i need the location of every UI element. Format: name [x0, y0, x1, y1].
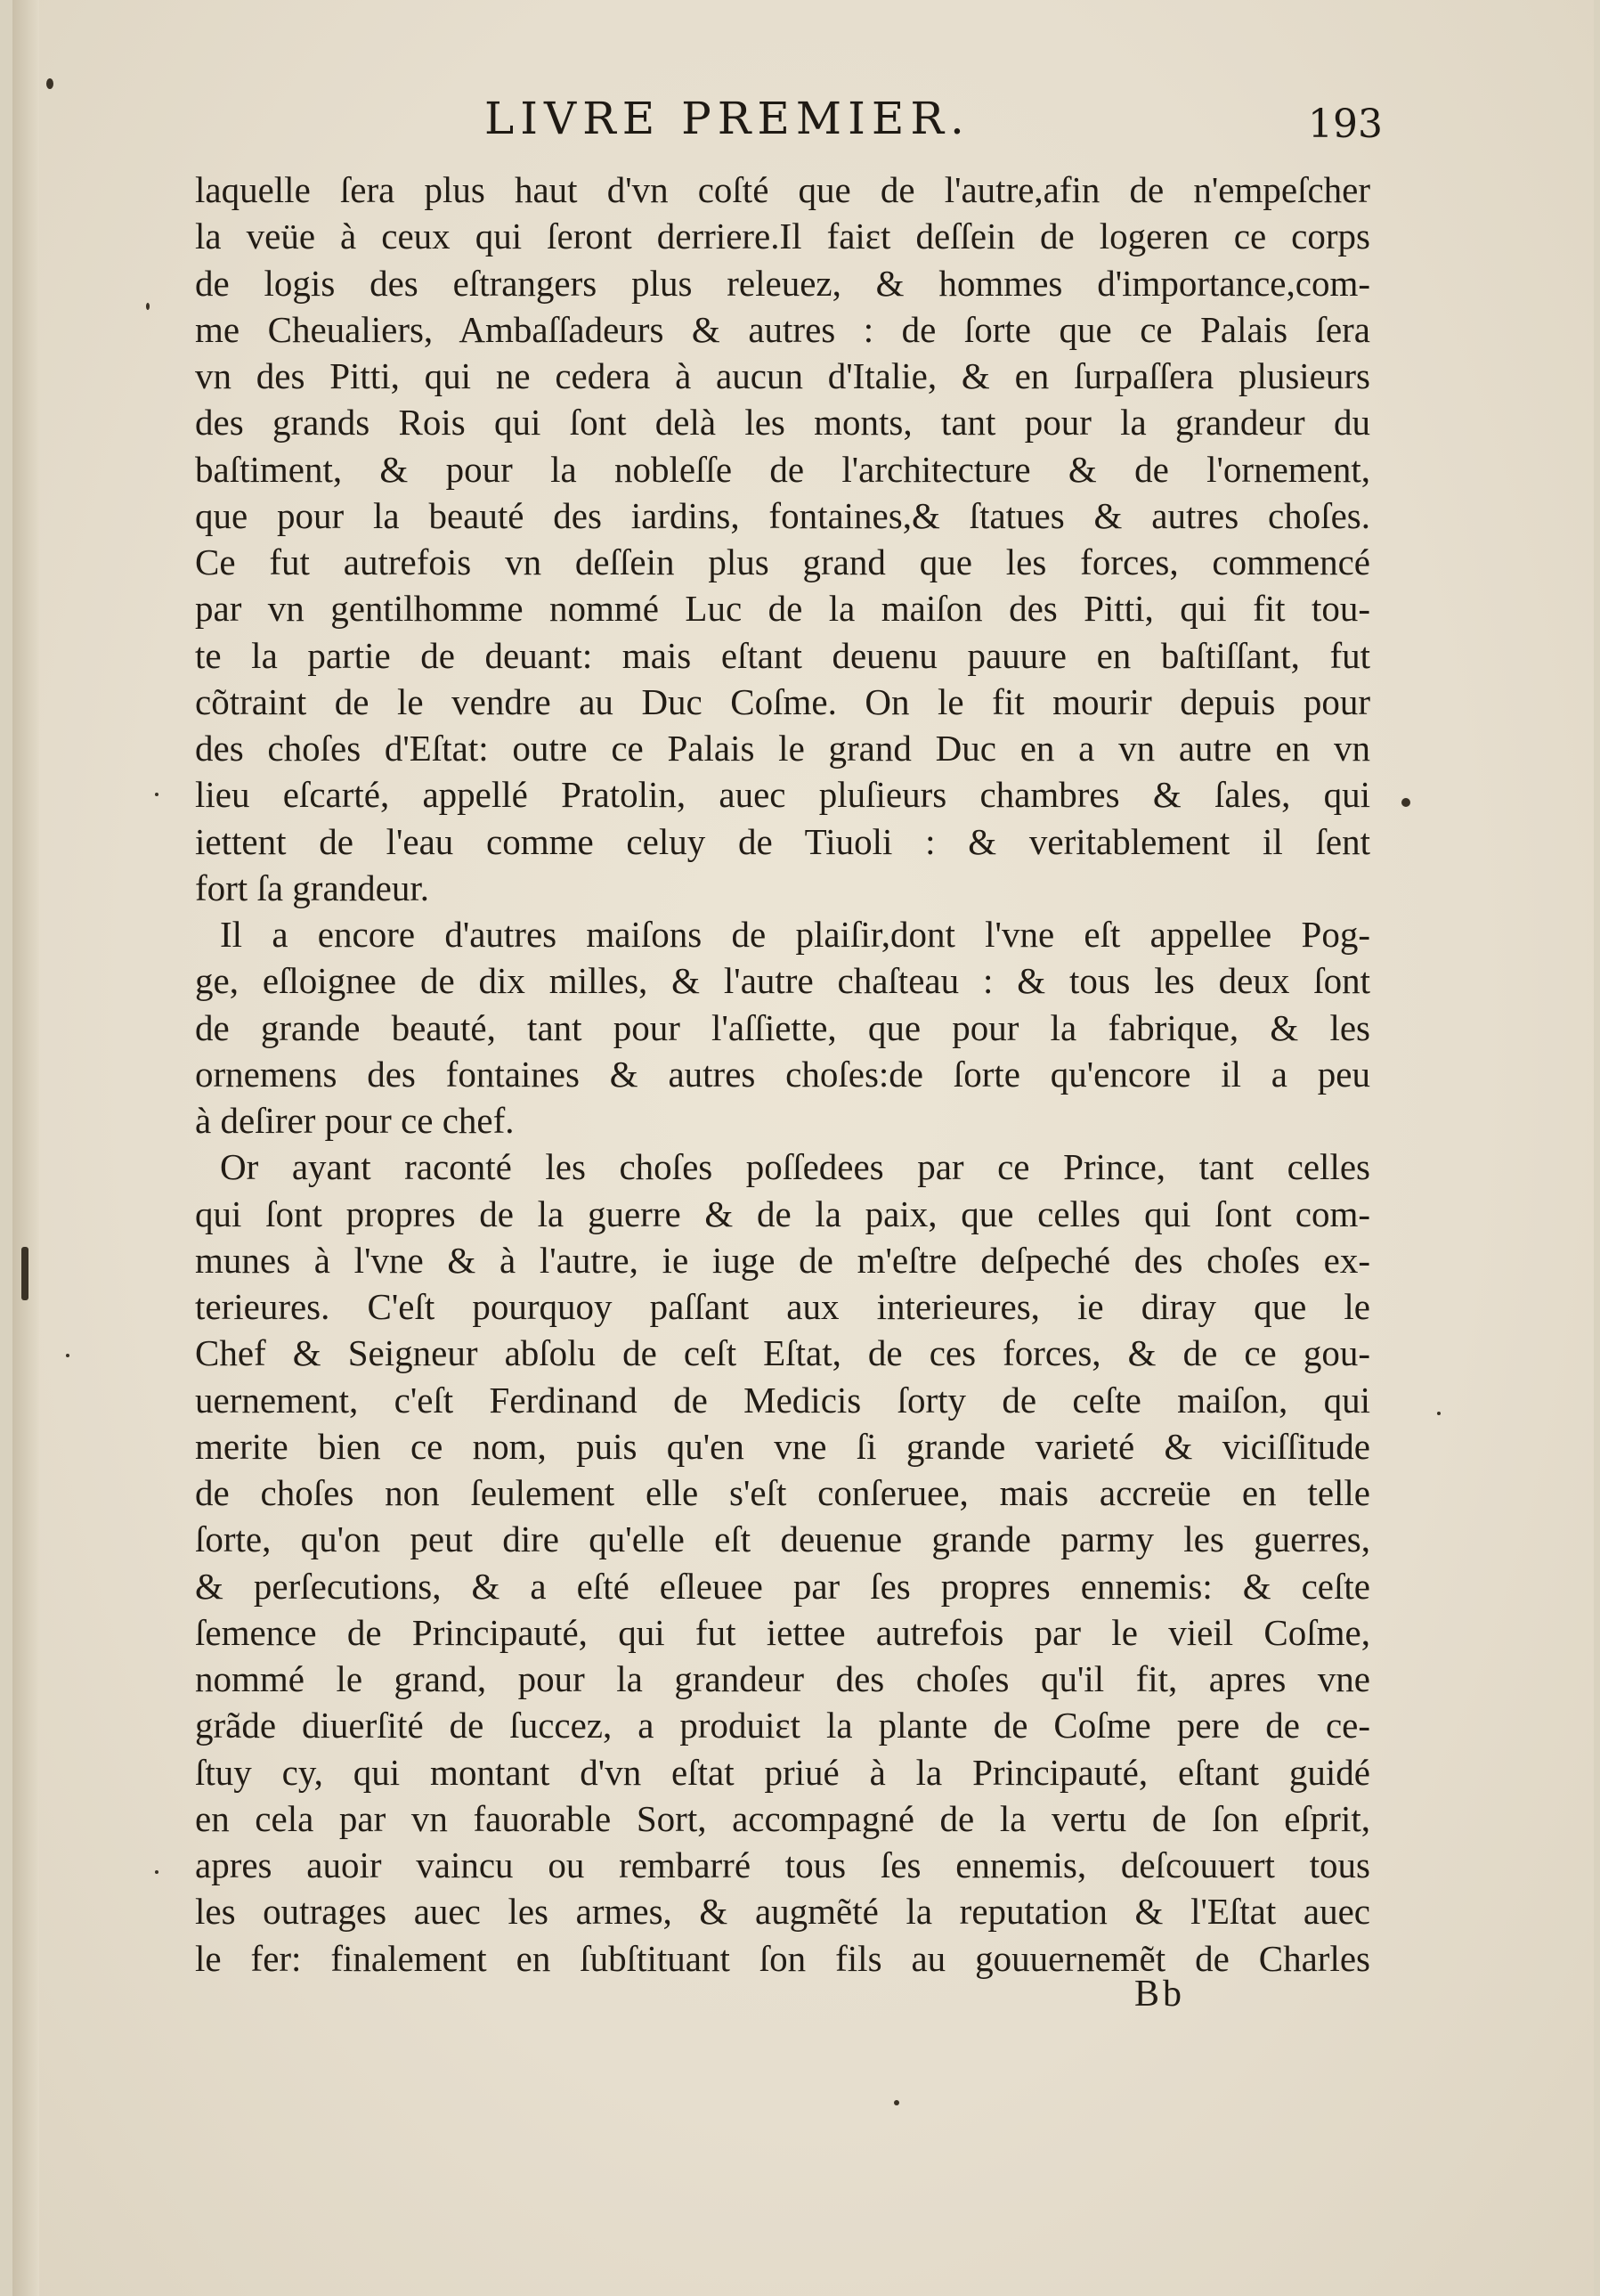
body-text: [195, 167, 1370, 1982]
text-line: Ce fut autrefois vn deſſein plus grand que les forces, commencé: [195, 541, 1370, 582]
text-line: des choſes d'Eſtat: outre ce Palais le grand Duc en a vn autre en vn: [195, 728, 1370, 769]
text-line: apres auoir vaincu ou rembarré tous ſes ennemis, deſcouuert tous: [195, 1844, 1370, 1885]
ink-speck: [21, 1247, 28, 1300]
text-line: me Cheualiers, Ambaſſadeurs & autres : de ſorte que ce Palais ſera: [195, 308, 1370, 350]
text-line: baſtiment, & pour la nobleſſe de l'architecture & de l'ornement,: [195, 448, 1370, 490]
ink-speck: [66, 1354, 69, 1357]
page-gutter-shadow: [12, 0, 39, 2296]
text-line: merite bien ce nom, puis qu'en vne ſi grande varieté & viciſſitude: [195, 1425, 1370, 1467]
ink-speck: [1437, 1412, 1441, 1415]
text-line: par vn gentilhomme nommé Luc de la maiſon des Pitti, qui fit tou-: [195, 588, 1370, 630]
ink-speck: [155, 793, 158, 796]
text-line: les outrages auec les armes, & augmẽté la reputation & l'Eſtat auec: [195, 1891, 1370, 1933]
text-line: grãde diuerſité de ſuccez, a produiɛt la plante de Coſme pere de ce-: [195, 1705, 1370, 1746]
text-line: iettent de l'eau comme celuy de Tiuoli : & veritablement il ſent: [195, 820, 1370, 862]
ink-speck: [46, 78, 53, 89]
book-page: [12, 0, 1594, 2296]
ink-speck: [146, 303, 150, 310]
page-header: [12, 93, 1594, 164]
text-line: lieu eſcarté, appellé Pratolin, auec pluſieurs chambres & ſales, qui: [195, 774, 1370, 816]
text-line: ſorte, qu'on peut dire qu'elle eſt deuenue grande parmy les guerres,: [195, 1518, 1370, 1560]
text-line: ſtuy cy, qui montant d'vn eſtat priué à la Principauté, eſtant guidé: [195, 1751, 1370, 1793]
text-line: de logis des eſtrangers plus releuez, & hommes d'importance,com-: [195, 262, 1370, 304]
text-line: te la partie de deuant: mais eſtant deuenu pauure en baſtiſſant, fut: [195, 634, 1370, 676]
text-line: cõtraint de le vendre au Duc Coſme. On le fit mourir depuis pour: [195, 680, 1370, 722]
text-line: en cela par vn fauorable Sort, accompagné de la vertu de ſon eſprit,: [195, 1797, 1370, 1839]
text-line: de grande beauté, tant pour l'aſſiette, que pour la fabrique, & les: [195, 1006, 1370, 1048]
text-line: munes à l'vne & à l'autre, ie iuge de m'eſtre deſpeché des choſes ex-: [195, 1239, 1370, 1281]
text-line: Or ayant raconté les choſes poſſedees par ce Prince, tant celles: [220, 1146, 1370, 1188]
text-line: des grands Rois qui ſont delà les monts, tant pour la grandeur du: [195, 402, 1370, 444]
text-line: à deſirer pour ce chef.: [195, 1100, 515, 1141]
text-line: de choſes non ſeulement elle s'eſt conſeruee, mais accreüe en telle: [195, 1472, 1370, 1513]
text-line: que pour la beauté des iardins, fontaines,& ſtatues & autres choſes.: [195, 494, 1370, 536]
text-line: Il a encore d'autres maiſons de plaiſir,dont l'vne eſt appellee Pog-: [220, 914, 1370, 955]
text-line: la veüe à ceux qui ſeront derriere.Il faiɛt deſſein de logeren ce corps: [195, 216, 1370, 257]
text-line: uernement, c'eſt Ferdinand de Medicis ſorty de ceſte maiſon, qui: [195, 1379, 1370, 1421]
ink-speck: [155, 1870, 158, 1874]
text-line: fort ſa grandeur.: [195, 867, 429, 908]
text-line: qui ſont propres de la guerre & de la paix, que celles qui ſont com-: [195, 1193, 1370, 1234]
text-line: Chef & Seigneur abſolu de ceſt Eſtat, de ces forces, & de ce gou-: [195, 1332, 1370, 1374]
text-line: terieures. C'eſt pourquoy paſſant aux interieures, ie diray que le: [195, 1286, 1370, 1327]
text-line: ſemence de Principauté, qui fut iettee autrefois par le vieil Coſme,: [195, 1611, 1370, 1653]
ink-speck: [894, 2100, 899, 2105]
text-line: le fer: finalement en ſubſtituant ſon fils au gouuernemẽt de Charles: [195, 1937, 1370, 1979]
text-line: ge, eſloignee de dix milles, & l'autre chaſteau : & tous les deux ſont: [195, 960, 1370, 1002]
text-line: ornemens des fontaines & autres choſes:de ſorte qu'encore il a peu: [195, 1053, 1370, 1095]
ink-speck: [1401, 798, 1410, 807]
running-title: LIVRE PREMIER.: [484, 93, 971, 144]
text-line: vn des Pitti, qui ne cedera à aucun d'Italie, & en ſurpaſſera plusieurs: [195, 355, 1370, 396]
text-line: nommé le grand, pour la grandeur des choſes qu'il fit, apres vne: [195, 1658, 1370, 1699]
text-line: & perſecutions, & a eſté eſleuee par ſes propres ennemis: & ceſte: [195, 1565, 1370, 1607]
signature-mark: Bb: [1134, 1974, 1186, 2015]
text-line: laquelle ſera plus haut d'vn coſté que de l'autre,afin de n'empeſcher: [195, 169, 1370, 210]
page-number: 193: [1308, 102, 1383, 147]
